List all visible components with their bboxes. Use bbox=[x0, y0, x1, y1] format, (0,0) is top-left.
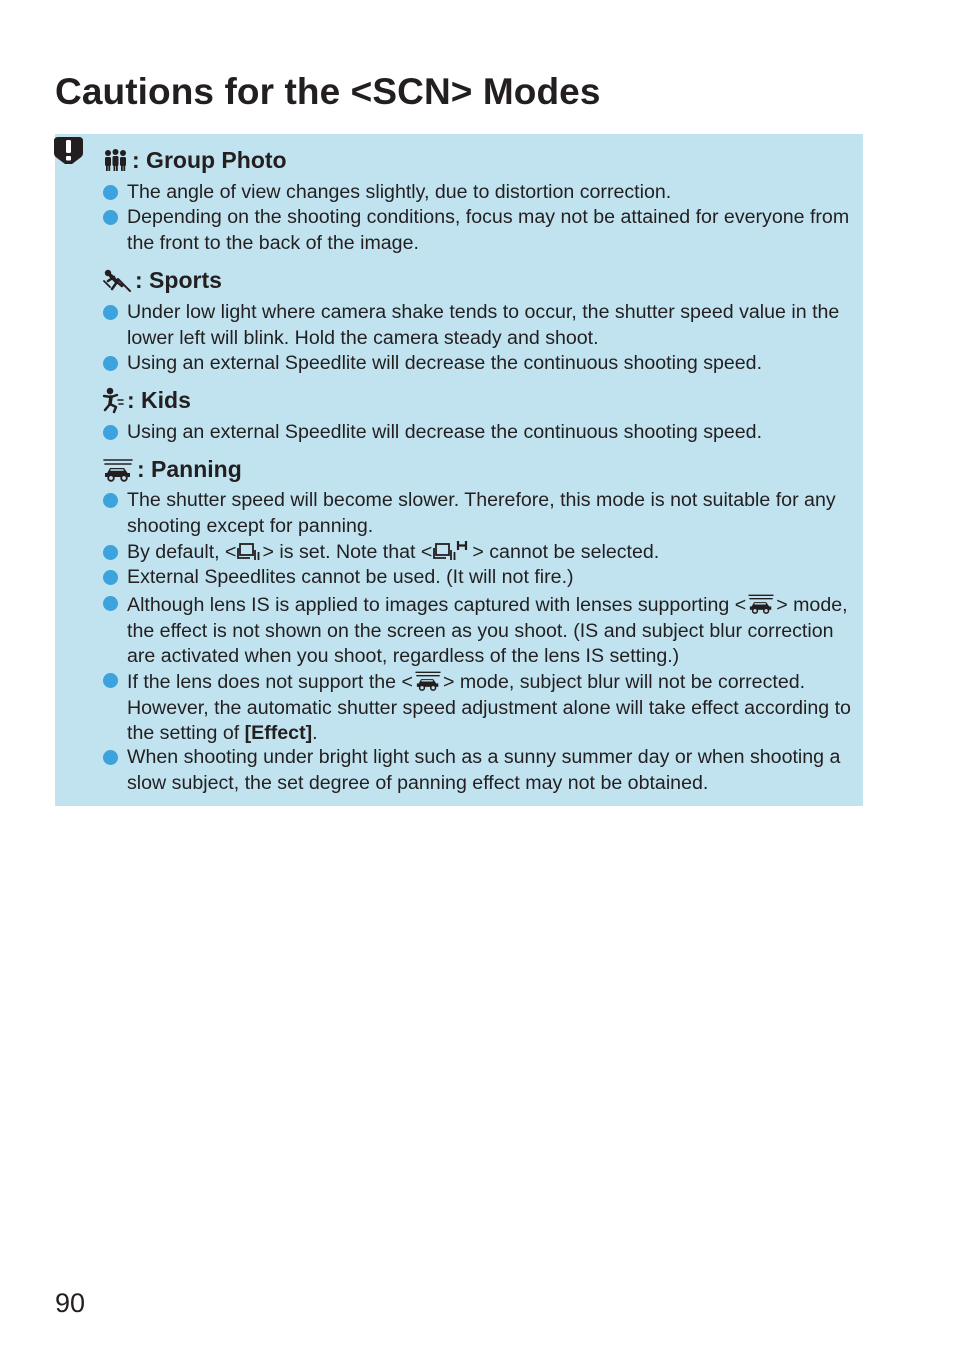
section-panning-title: : Panning bbox=[137, 456, 242, 482]
sports-mode-icon bbox=[102, 267, 132, 293]
bullet-icon bbox=[103, 210, 118, 225]
effect-setting-name: [Effect] bbox=[244, 722, 313, 744]
page-title: Cautions for the <SCN> Modes bbox=[55, 71, 601, 112]
panning-mode-icon bbox=[102, 455, 134, 483]
list-item: When shooting under bright light such as a sunny summer day or when shooting a slow subject, the set degree of panning effect may not be obtained. bbox=[127, 745, 855, 796]
caution-exclamation-icon bbox=[53, 134, 84, 165]
high-speed-continuous-shooting-icon bbox=[432, 540, 472, 562]
kids-mode-icon bbox=[102, 386, 124, 414]
list-item: External Speedlites cannot be used. (It will not fire.) bbox=[127, 565, 855, 591]
bullet-icon bbox=[103, 305, 118, 320]
list-item: The angle of view changes slightly, due to distortion correction. bbox=[127, 180, 855, 206]
section-kids-title: : Kids bbox=[127, 387, 191, 413]
bullet-icon bbox=[103, 596, 118, 611]
bullet-icon bbox=[103, 673, 118, 688]
list-item: The shutter speed will become slower. Therefore, this mode is not suitable for any shooting except for panning. bbox=[127, 488, 855, 539]
list-item: If the lens does not support the < > mode, subject blur will not be corrected. However, the automatic shutter speed adjustment alone will take effect according to the setting of [Effect]. bbox=[127, 668, 855, 747]
list-item: Using an external Speedlite will decrease the continuous shooting speed. bbox=[127, 351, 855, 377]
bullet-icon bbox=[103, 425, 118, 440]
page-number: 90 bbox=[55, 1288, 86, 1318]
section-sports-heading bbox=[102, 265, 222, 295]
bullet-icon bbox=[103, 545, 118, 560]
bullet-icon bbox=[103, 570, 118, 585]
panning-mode-icon bbox=[413, 668, 443, 692]
bullet-icon bbox=[103, 356, 118, 371]
list-item: Although lens IS is applied to images captured with lenses supporting < > mode, the effect is not shown on the screen as you shoot. (IS and subject blur correction are activated when you shoot, regardless of the lens IS setting.) bbox=[127, 591, 855, 670]
list-item: Depending on the shooting conditions, focus may not be attained for everyone from the front to the back of the image. bbox=[127, 205, 855, 256]
list-item: By default, < > is set. Note that < > cannot be selected. bbox=[127, 540, 855, 566]
list-item: Under low light where camera shake tends to occur, the shutter speed value in the lower left will blink. Hold the camera steady and shoot. bbox=[127, 300, 855, 351]
section-kids-heading bbox=[102, 385, 191, 415]
bullet-icon bbox=[103, 493, 118, 508]
section-sports-title: : Sports bbox=[135, 267, 222, 293]
section-group-photo-title: : Group Photo bbox=[132, 147, 287, 173]
list-item: Using an external Speedlite will decrease the continuous shooting speed. bbox=[127, 420, 855, 446]
section-panning-heading bbox=[102, 454, 242, 484]
group-photo-mode-icon bbox=[102, 148, 129, 172]
panning-mode-icon bbox=[746, 591, 776, 615]
bullet-icon bbox=[103, 750, 118, 765]
bullet-icon bbox=[103, 185, 118, 200]
section-group-photo-heading bbox=[102, 145, 287, 175]
continuous-shooting-icon bbox=[236, 542, 262, 562]
